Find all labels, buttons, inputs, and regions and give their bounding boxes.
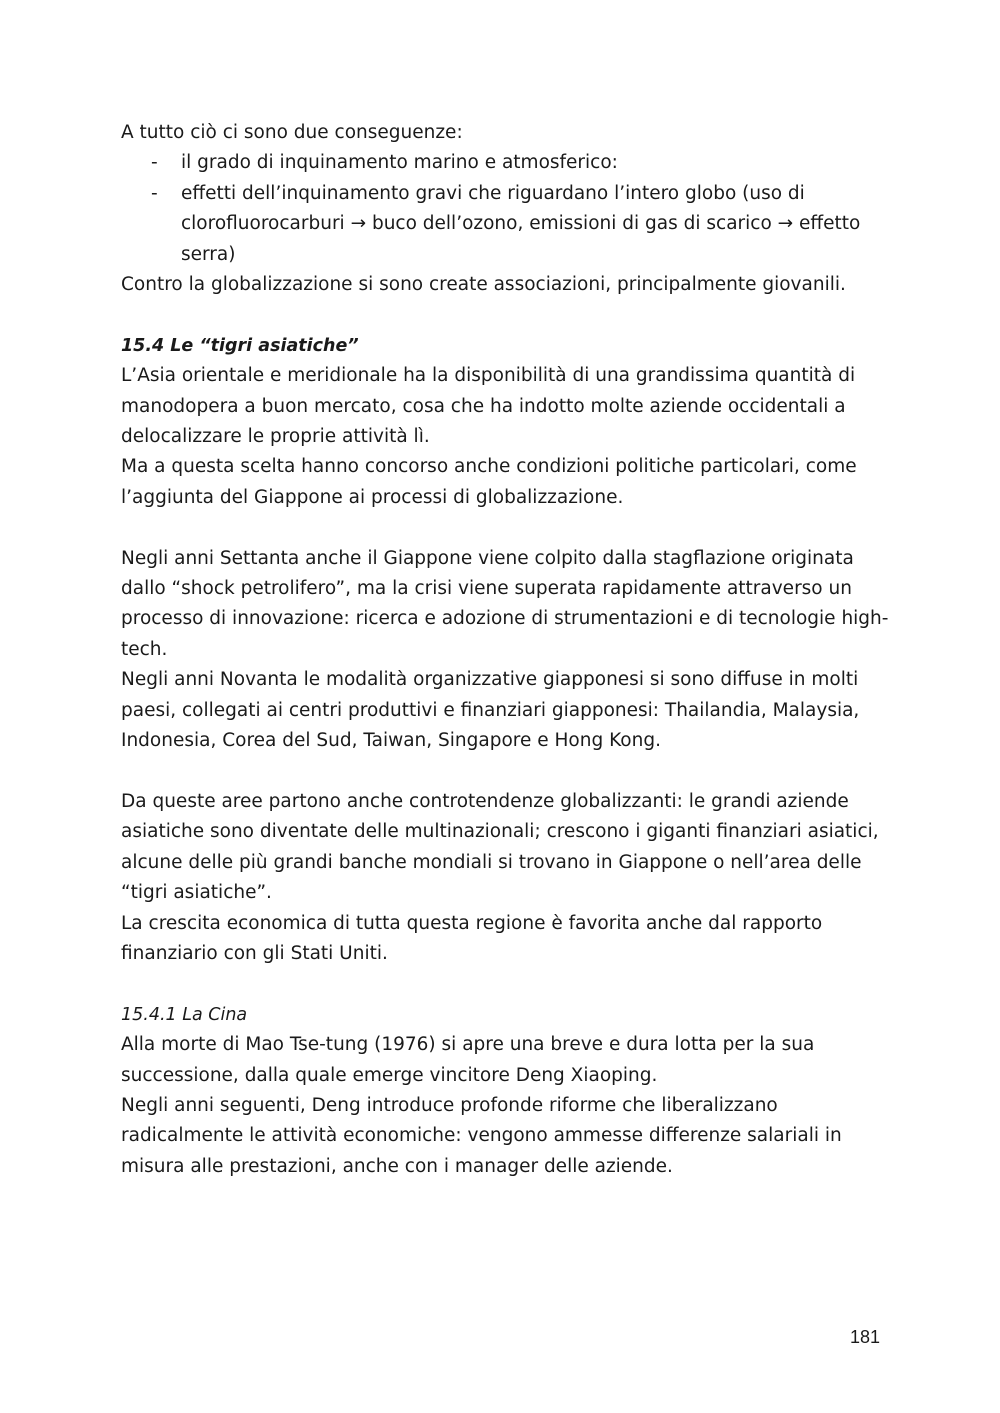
page-number: 181 (849, 1327, 880, 1347)
intro-paragraph: A tutto ciò ci sono due conseguenze: (121, 122, 463, 143)
spacer (121, 300, 891, 330)
paragraph: La crescita economica di tutta questa regione è favorita anche dal rapporto finanziario con gli Stati Uniti. (121, 912, 823, 964)
paragraph: Da queste aree partono anche controtendenze globalizzanti: le grandi aziende asiatiche sono diventate delle multinazionali; crescono i giganti finanziari asiatici, alcune delle più grandi banche mondiali si trovano in Giappone o nell’area delle “tigri asiatiche”. (121, 790, 879, 904)
spacer (121, 513, 891, 543)
spacer (121, 969, 891, 999)
paragraph: L’Asia orientale e meridionale ha la disponibilità di una grandissima quantità di manodopera a buon mercato, cosa che ha indotto molte aziende occidentali a delocalizzare le proprie attività lì. (121, 365, 856, 448)
section-heading-15-4-1: 15.4.1 La Cina (121, 1004, 248, 1025)
paragraph: Negli anni Novanta le modalità organizzative giapponesi si sono diffuse in molti paesi, collegati ai centri produttivi e finanziari giapponesi: Thailandia, Malaysia, Indonesia, Corea del Sud, Taiwan, Singapore e Hong Kong. (121, 669, 860, 752)
list-item: - il grado di inquinamento marino e atmosferico: (181, 148, 891, 178)
list-item: - effetti dell’inquinamento gravi che riguardano l’intero globo (uso di clorofluorocarburi → buco dell’ozono, emissioni di gas di scarico → effetto serra) (181, 179, 891, 270)
paragraph: Ma a questa scelta hanno concorso anche condizioni politiche particolari, come l’aggiunta del Giappone ai processi di globalizzazione. (121, 456, 857, 508)
paragraph: Negli anni seguenti, Deng introduce profonde riforme che liberalizzano radicalmente le attività economiche: vengono ammesse differenze salariali in misura alle prestazioni, anche con i manager delle aziende. (121, 1094, 842, 1177)
intro-closing-paragraph: Contro la globalizzazione si sono create associazioni, principalmente giovanili. (121, 274, 846, 296)
document-body (121, 118, 891, 1182)
section-heading-15-4: 15.4 Le “tigri asiatiche” (121, 335, 359, 356)
paragraph: Negli anni Settanta anche il Giappone viene colpito dalla stagflazione originata dallo “shock petrolifero”, ma la crisi viene superata rapidamente attraverso un processo di innovazione: ricerca e adozione di strumentazioni e di tecnologie high-tech. (121, 547, 889, 660)
spacer (121, 757, 891, 787)
consequences-list (121, 148, 891, 270)
paragraph: Alla morte di Mao Tse-tung (1976) si apre una breve e dura lotta per la sua successione, dalla quale emerge vincitore Deng Xiaoping. (121, 1034, 815, 1086)
